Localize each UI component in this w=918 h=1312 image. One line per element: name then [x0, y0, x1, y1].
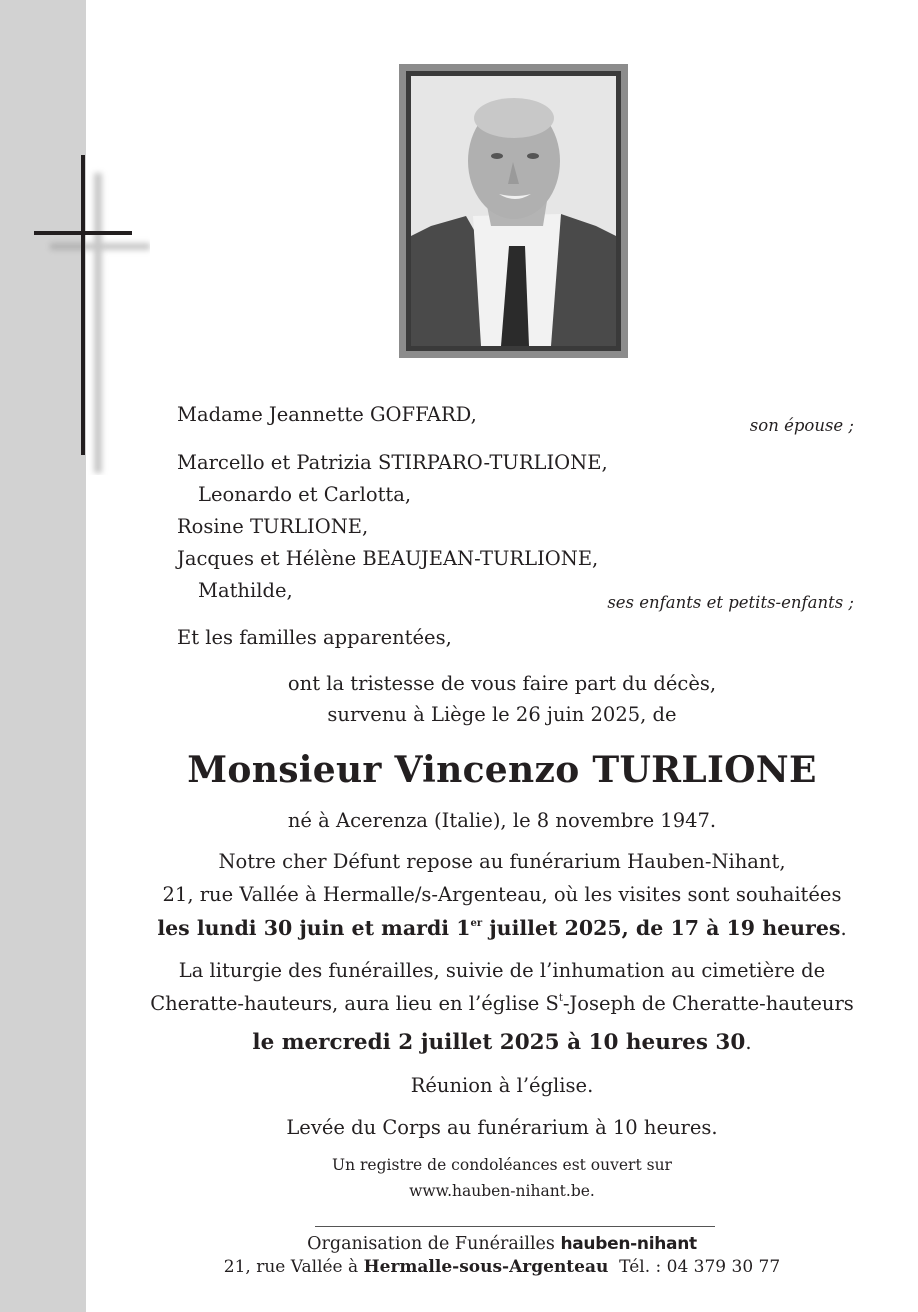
visits-line-2: 21, rue Vallée à Hermalle/s-Argenteau, où les visites sont souhaitées	[162, 883, 842, 906]
reunion-line: Réunion à l’église.	[410, 1074, 594, 1097]
spouse-name: Madame Jeannette GOFFARD,	[177, 403, 477, 426]
visits-line-1: Notre cher Défunt repose au funérarium Hauben-Nihant,	[218, 850, 786, 873]
footer-address: 21, rue Vallée à Hermalle-sous-Argenteau Tél. : 04 379 30 77	[223, 1257, 781, 1277]
child-line-2: Leonardo et Carlotta,	[198, 483, 412, 506]
cross-icon	[30, 155, 150, 475]
child-line-4: Jacques et Hélène BEAUJEAN-TURLIONE,	[177, 547, 599, 570]
deceased-name: Monsieur Vincenzo TURLIONE	[187, 749, 817, 791]
visits-dates: les lundi 30 juin et mardi 1er juillet 2025, de 17 à 19 heures.	[157, 916, 847, 940]
footer-organisation: Organisation de Funérailles hauben-nihant	[307, 1234, 697, 1254]
liturgy-line-2: Cheratte-hauteurs, aura lieu en l’église $S^t$-Joseph de Cheratte-hauteurs	[150, 992, 854, 1015]
portrait-frame	[399, 64, 628, 358]
announcement-line-1: ont la tristesse de vous faire part du décès,	[287, 672, 717, 695]
liturgy-line-1: La liturgie des funérailles, suivie de l’inhumation au cimetière de	[178, 959, 826, 982]
registry-link[interactable]: www.hauben-nihant.be.	[409, 1182, 595, 1200]
funeral-date: le mercredi 2 juillet 2025 à 10 heures 30.	[252, 1030, 752, 1055]
families-line: Et les familles apparentées,	[177, 626, 452, 649]
portrait-photo	[411, 76, 616, 346]
footer-divider	[315, 1226, 715, 1227]
child-line-3: Rosine TURLIONE,	[177, 515, 369, 538]
spouse-relation: son épouse ;	[749, 416, 854, 435]
announcement-line-2: survenu à Liège le 26 juin 2025, de	[327, 703, 677, 726]
brand-logo: hauben-nihant	[560, 1234, 697, 1254]
child-line-5: Mathilde,	[198, 579, 293, 602]
child-line-1: Marcello et Patrizia STIRPARO-TURLIONE,	[177, 451, 608, 474]
birth-line: né à Acerenza (Italie), le 8 novembre 1947.	[287, 809, 717, 832]
registry-line-1: Un registre de condoléances est ouvert sur	[332, 1156, 672, 1174]
levee-line: Levée du Corps au funérarium à 10 heures.	[286, 1116, 718, 1139]
children-relation: ses enfants et petits-enfants ;	[607, 593, 854, 612]
